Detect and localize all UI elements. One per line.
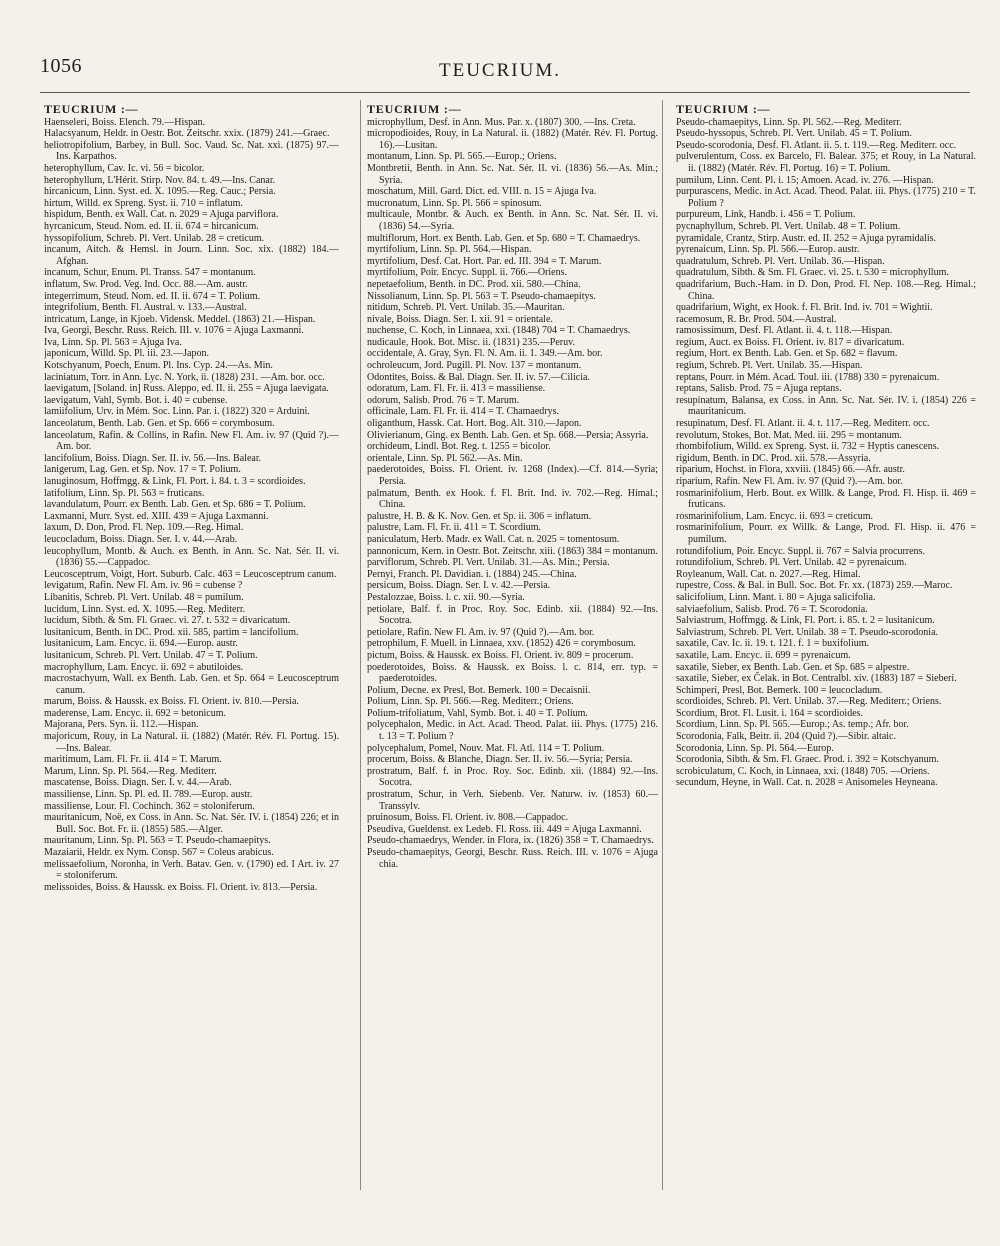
index-entry: quadrifarium, Wight, ex Hook. f. Fl. Brit. Ind. iv. 701 = Wightii.	[676, 302, 933, 314]
index-entry: Mazaiarii, Heldr. ex Nym. Consp. 567 = Coleus arabicus.	[44, 847, 274, 858]
index-entry: lanceolatum, Rafin. & Collins, in Rafin. New Fl. Am. iv. 97 (Quid ?).—Am. bor.	[44, 429, 339, 453]
index-entry: orientale, Linn. Sp. Pl. 562.—As. Min.	[367, 452, 523, 464]
index-entry: laevigatum, [Soland. in] Russ. Aleppo, ed. II. ii. 255 = Ajuga laevigata.	[44, 383, 329, 395]
index-entry: Pseudo-chamaedrys, Wender. in Flora, ix. (1826) 358 = T. Chamaedrys.	[367, 835, 654, 847]
index-entry: ramosissimum, Desf. Fl. Atlant. ii. 4. t. 118.—Hispan.	[676, 325, 893, 337]
index-entry: pycnaphyllum, Schreb. Pl. Vert. Unilab. 48 = T. Polium.	[676, 220, 901, 232]
index-entry: Haenseleri, Boiss. Elench. 79.—Hispan.	[44, 116, 206, 128]
index-entry: latifolium, Linn. Sp. Pl. 563 = fruticans.	[44, 487, 205, 499]
index-entry: Halacsyanum, Heldr. in Oestr. Bot. Zeitschr. xxix. (1879) 241.—Graec.	[44, 128, 330, 140]
index-entry: inflatum, Sw. Prod. Veg. Ind. Occ. 88.—Am. austr.	[44, 278, 248, 290]
index-entry: poederotoides, Boiss. & Haussk. ex Boiss. l. c. 814, err. typ. = paederotoides.	[367, 661, 658, 685]
index-entry: Laxmanni, Murr. Syst. ed. XIII. 439 = Ajuga Laxmanni.	[44, 510, 269, 522]
running-head: TEUCRIUM.	[439, 60, 561, 81]
index-entry: heterophyllum, L'Hérit. Stirp. Nov. 84. t. 49.—Ins. Canar.	[44, 174, 276, 186]
header-rule	[40, 92, 970, 93]
index-entry: saxatile, Sieber, ex Čelak. in Bot. Centralbl. xiv. (1883) 187 = Sieberi.	[676, 673, 957, 685]
index-entry: lusitanicum, Schreb. Pl. Vert. Unilab. 47 = T. Polium.	[44, 649, 258, 661]
index-entry: Leucosceptrum, Voigt, Hort. Suburb. Calc. 463 = Leucosceptrum canum.	[44, 568, 337, 580]
index-entry: paederotoides, Boiss. Fl. Orient. iv. 1268 (Index).—Cf. 814.—Syria; Persia.	[367, 464, 658, 487]
index-entry: regium, Hort. ex Benth. Lab. Gen. et Sp. 682 = flavum.	[676, 348, 898, 360]
index-entry: rosmarinifolium, Herb. Bout. ex Willk. & Lange, Prod. Fl. Hisp. ii. 469 = fruticans.	[676, 487, 976, 511]
index-entry: maritimum, Lam. Fl. Fr. ii. 414 = T. Marum.	[44, 754, 222, 766]
index-entry: petrophilum, F. Muell. in Linnaea, xxv. (1852) 426 = corymbosum.	[367, 638, 636, 650]
index-entry: myrtifolium, Desf. Cat. Hort. Par. ed. III. 394 = T. Marum.	[367, 255, 602, 267]
index-entry: lanceolatum, Benth. Lab. Gen. et Sp. 666 = corymbosum.	[44, 418, 275, 430]
index-entry: intricatum, Lange, in Kjoeb. Vidensk. Meddel. (1863) 21.—Hispan.	[44, 313, 316, 325]
index-entry: mucronatum, Linn. Sp. Pl. 566 = spinosum.	[367, 197, 542, 209]
index-entry: mascatense, Boiss. Diagn. Ser. I. v. 44.—Arab.	[44, 777, 232, 789]
column-1	[44, 100, 339, 1190]
index-entry: lusitanicum, Benth. in DC. Prod. xii. 585, partim = lancifolium.	[44, 626, 299, 638]
index-entry: Libanitis, Schreb. Pl. Vert. Unilab. 48 = pumilum.	[44, 591, 244, 603]
column-heading: TEUCRIUM :—	[676, 102, 771, 116]
index-entry: resupinatum, Balansa, ex Coss. in Ann. Sc. Nat. Sér. IV. i. (1854) 226 = mauritanicum.	[676, 394, 976, 418]
index-entry: Iva, Linn. Sp. Pl. 563 = Ajuga Iva.	[44, 336, 182, 348]
index-entry: hyssopifolium, Schreb. Pl. Vert. Unilab. 28 = creticum.	[44, 232, 265, 244]
index-entry: leucocladum, Boiss. Diagn. Ser. I. v. 44.—Arab.	[44, 533, 238, 545]
index-entry: integrifolium, Benth. Fl. Austral. v. 133.—Austral.	[44, 302, 247, 314]
index-entry: majoricum, Rouy, in La Natural. ii. (1882) (Matér. Rév. Fl. Portug. 15).—Ins. Balear.	[44, 731, 339, 754]
index-entry: nudicaule, Hook. Bot. Misc. ii. (1831) 235.—Peruv.	[367, 336, 575, 348]
index-entry: saxatile, Lam. Encyc. ii. 699 = pyrenaicum.	[676, 649, 851, 661]
index-entry: reptans, Pourr. in Mém. Acad. Toul. iii. (1788) 330 = pyrenaicum.	[676, 371, 940, 383]
index-entry: macrostachyum, Wall. ex Benth. Lab. Gen. et Sp. 664 = Leucosceptrum canum.	[44, 673, 339, 696]
index-entry: lucidum, Sibth. & Sm. Fl. Graec. vi. 27. t. 532 = divaricatum.	[44, 615, 291, 627]
index-entry: myrtifolium, Poir. Encyc. Suppl. ii. 766.—Oriens.	[367, 267, 567, 279]
index-entry: heliotropifolium, Barbey, in Bull. Soc. Vaud. Sc. Nat. xxi. (1875) 97.—Ins. Karpathos.	[44, 139, 339, 163]
index-entry: lusitanicum, Lam. Encyc. ii. 694.—Europ. austr.	[44, 638, 238, 650]
index-entry: racemosum, R. Br. Prod. 504.—Austral.	[676, 313, 837, 325]
index-entry: scrobiculatum, C. Koch, in Linnaea, xxi. (1848) 705. —Oriens.	[676, 765, 930, 777]
index-entry: lanuginosum, Hoffmgg. & Link, Fl. Port. i. 84. t. 3 = scordioides.	[44, 476, 306, 487]
index-entry: pruinosum, Boiss. Fl. Orient. iv. 808.—Cappadoc.	[367, 812, 569, 824]
index-entry: reptans, Salisb. Prod. 75 = Ajuga reptans.	[676, 383, 842, 395]
index-entry: Pseudo-chamaepitys, Georgi, Beschr. Russ. Reich. III. v. 1076 = Ajuga chia.	[367, 847, 658, 870]
index-entry: Kotschyanum, Poech, Enum. Pl. Ins. Cyp. 24.—As. Min.	[44, 360, 273, 372]
index-entry: pulverulentum, Coss. ex Barcelo, Fl. Balear. 375; et Rouy, in La Natural. ii. (1882) (Matér. Rév. Fl. Portug. 16) = T. Polium.	[676, 151, 976, 174]
index-entry: Pseudo-scorodonia, Desf. Fl. Atlant. ii. 5. t. 119.—Reg. Mediterr. occ.	[676, 139, 957, 151]
index-entry: Montbretii, Benth. in Ann. Sc. Nat. Sér. II. vi. (1836) 56.—As. Min.; Syria.	[367, 162, 658, 186]
index-entry: parviflorum, Schreb. Pl. Vert. Unilab. 31.—As. Min.; Persia.	[367, 557, 610, 569]
index-entry: purpurascens, Medic. in Act. Acad. Theod. Palat. iii. Phys. (1775) 210 = T. Polium ?	[676, 186, 976, 209]
index-entry: moschatum, Mill. Gard. Dict. ed. VIII. n. 15 = Ajuga Iva.	[367, 186, 597, 198]
index-entry: polycephalon, Medic. in Act. Acad. Theod. Palat. iii. Phys. (1775) 216. t. 13 = T. Polium ?	[367, 719, 658, 743]
index-entry: procerum, Boiss. & Blanche, Diagn. Ser. II. iv. 56.—Syria; Persia.	[367, 754, 633, 766]
index-entry: officinale, Lam. Fl. Fr. ii. 414 = T. Chamaedrys.	[367, 406, 560, 418]
index-entry: rotundifolium, Poir. Encyc. Suppl. ii. 767 = Salvia procurrens.	[676, 545, 925, 557]
entry-list	[367, 117, 658, 871]
index-entry: melissoides, Boiss. & Haussk. ex Boiss. Fl. Orient. iv. 813.—Persia.	[44, 881, 318, 893]
index-entry: japonicum, Willd. Sp. Pl. iii. 23.—Japon.	[44, 348, 209, 360]
index-entry: nitidum, Schreb. Pl. Vert. Unilab. 35.—Mauritan.	[367, 302, 565, 314]
index-entry: Scorodonia, Sibth. & Sm. Fl. Graec. Prod. i. 392 = Kotschyanum.	[676, 754, 939, 766]
index-entry: orchideum, Lindl. Bot. Reg. t. 1255 = bicolor.	[367, 441, 551, 453]
index-entry: Marum, Linn. Sp. Pl. 564.—Reg. Mediterr.	[44, 765, 217, 777]
index-entry: Royleanum, Wall. Cat. n. 2027.—Reg. Himal.	[676, 568, 861, 580]
index-entry: laxum, D. Don, Prod. Fl. Nep. 109.—Reg. Himal.	[44, 522, 244, 534]
index-entry: multicaule, Montbr. & Auch. ex Benth. in Ann. Sc. Nat. Sér. II. vi. (1836) 54.—Syria.	[367, 209, 658, 232]
column-heading: TEUCRIUM :—	[367, 102, 462, 116]
index-entry: marum, Boiss. & Haussk. ex Boiss. Fl. Orient. iv. 810.—Persia.	[44, 696, 299, 708]
index-entry: mauritanicum, Noë, ex Coss. in Ann. Sc. Nat. Sér. IV. i. (1854) 226; et in Bull. Soc. Bot. Fr. ii. (1855) 585.—Alger.	[44, 812, 339, 835]
index-entry: purpureum, Link, Handb. i. 456 = T. Polium.	[676, 209, 856, 221]
index-entry: multiflorum, Hort. ex Benth. Lab. Gen. et Sp. 680 = T. Chamaedrys.	[367, 232, 641, 244]
index-entry: hircanicum, Linn. Syst. ed. X. 1095.—Reg. Cauc.; Persia.	[44, 186, 276, 198]
index-entry: salicifolium, Linn. Mant. i. 80 = Ajuga salicifolia.	[676, 591, 876, 603]
index-entry: Pestalozzae, Boiss. l. c. xii. 90.—Syria.	[367, 591, 525, 603]
index-entry: palustre, Lam. Fl. Fr. ii. 411 = T. Scordium.	[367, 522, 542, 534]
index-entry: polycephalum, Pomel, Nouv. Mat. Fl. Atl. 114 = T. Polium.	[367, 742, 605, 754]
index-entry: lancifolium, Boiss. Diagn. Ser. II. iv. 56.—Ins. Balear.	[44, 452, 262, 464]
index-entry: occidentale, A. Gray, Syn. Fl. N. Am. ii. 1. 349.—Am. bor.	[367, 348, 603, 360]
index-entry: rosmarinifolium, Lam. Encyc. ii. 693 = creticum.	[676, 510, 873, 522]
index-entry: Pseudo-hyssopus, Schreb. Pl. Vert. Unilab. 45 = T. Polium.	[676, 128, 912, 140]
index-entry: Majorana, Pers. Syn. ii. 112.—Hispan.	[44, 719, 199, 731]
index-entry: quadratulum, Sibth. & Sm. Fl. Graec. vi. 25. t. 530 = microphyllum.	[676, 267, 949, 279]
index-entry: lucidum, Linn. Syst. ed. X. 1095.—Reg. Mediterr.	[44, 603, 246, 615]
index-entry: pannonicum, Kern. in Oestr. Bot. Zeitschr. xiii. (1863) 384 = montanum.	[367, 545, 658, 557]
index-entry: saxatile, Sieber, ex Benth. Lab. Gen. et Sp. 685 = alpestre.	[676, 661, 910, 673]
index-entry: riparium, Rafin. New Fl. Am. iv. 97 (Quid ?).—Am. bor.	[676, 476, 903, 487]
index-entry: massiliense, Lour. Fl. Cochinch. 362 = stoloniferum.	[44, 800, 255, 812]
index-entry: quadrifarium, Buch.-Ham. in D. Don, Prod. Fl. Nep. 108.—Reg. Himal.; China.	[676, 278, 976, 302]
index-entry: pumilum, Linn. Cent. Pl. i. 15; Amoen. Acad. iv. 276. —Hispan.	[676, 174, 934, 186]
index-entry: laciniatum, Torr. in Ann. Lyc. N. York, ii. (1828) 231. —Am. bor. occ.	[44, 371, 325, 383]
index-entry: myrtifolium, Linn. Sp. Pl. 564.—Hispan.	[367, 244, 532, 256]
column-heading: TEUCRIUM :—	[44, 102, 139, 116]
index-entry: rigidum, Benth. in DC. Prod. xii. 578.—Assyria.	[676, 452, 871, 464]
index-entry: macrophyllum, Lam. Encyc. ii. 692 = abutiloides.	[44, 661, 244, 673]
index-entry: Scordium, Brot. Fl. Lusit. i. 164 = scordioides.	[676, 707, 864, 719]
index-entry: petiolare, Balf. f. in Proc. Roy. Soc. Edinb. xii. (1884) 92.—Ins. Socotra.	[367, 603, 658, 627]
index-entry: rotundifolium, Schreb. Pl. Vert. Unilab. 42 = pyrenaicum.	[676, 557, 907, 569]
index-entry: maderense, Lam. Encyc. ii. 692 = betonicum.	[44, 707, 226, 719]
index-entry: prostratum, Schur, in Verh. Siebenb. Ver. Naturw. iv. (1853) 60.—Transsylv.	[367, 789, 658, 812]
index-entry: incanum, Aitch. & Hemsl. in Journ. Linn. Soc. xix. (1882) 184.—Afghan.	[44, 244, 339, 267]
index-entry: incanum, Schur, Enum. Pl. Transs. 547 = montanum.	[44, 267, 256, 279]
index-entry: Scorodonia, Linn. Sp. Pl. 564.—Europ.	[676, 742, 834, 754]
index-entry: Olivierianum, Ging. ex Benth. Lab. Gen. et Sp. 668.—Persia; Assyria.	[367, 429, 649, 441]
index-entry: Salviastrum, Schreb. Pl. Vert. Unilab. 38 = T. Pseudo-scorodonia.	[676, 626, 939, 638]
index-entry: odorum, Salisb. Prod. 76 = T. Marum.	[367, 394, 520, 406]
index-entry: Nissolianum, Linn. Sp. Pl. 563 = T. Pseudo-chamaepitys.	[367, 290, 596, 302]
index-entry: regium, Schreb. Pl. Vert. Unilab. 35.—Hispan.	[676, 360, 863, 372]
index-entry: montanum, Linn. Sp. Pl. 565.—Europ.; Oriens.	[367, 151, 557, 163]
index-entry: palustre, H. B. & K. Nov. Gen. et Sp. ii. 306 = inflatum.	[367, 510, 592, 522]
index-entry: Polium, Decne. ex Presl, Bot. Bemerk. 100 = Decaisnii.	[367, 684, 591, 696]
index-entry: micropodioides, Rouy, in La Natural. ii. (1882) (Matér. Rév. Fl. Portug. 16).—Lusitan.	[367, 128, 658, 151]
index-entry: regium, Auct. ex Boiss. Fl. Orient. iv. 817 = divaricatum.	[676, 336, 905, 348]
index-entry: nuchense, C. Koch, in Linnaea, xxi. (1848) 704 = T. Chamaedrys.	[367, 325, 631, 337]
index-entry: Scordium, Linn. Sp. Pl. 565.—Europ.; As. temp.; Afr. bor.	[676, 719, 909, 731]
index-entry: riparium, Hochst. in Flora, xxviii. (1845) 66.—Afr. austr.	[676, 464, 905, 476]
index-entry: secundum, Heyne, in Wall. Cat. n. 2028 = Anisomeles Heyneana.	[676, 777, 938, 789]
index-entry: rosmarinifolium, Pourr. ex Willk. & Lange, Prod. Fl. Hisp. ii. 476 = pumilum.	[676, 522, 976, 545]
index-entry: pyramidale, Crantz, Stirp. Austr. ed. II. 252 = Ajuga pyramidalis.	[676, 232, 937, 244]
index-entry: salviaefolium, Salisb. Prod. 76 = T. Scorodonia.	[676, 603, 868, 615]
index-entry: hirtum, Willd. ex Spreng. Syst. ii. 710 = inflatum.	[44, 197, 243, 209]
index-entry: ochroleucum, Jord. Pugill. Pl. Nov. 137 = montanum.	[367, 360, 582, 372]
index-entry: leucophyllum, Montb. & Auch. ex Benth. in Ann. Sc. Nat. Sér. II. vi. (1836) 55.—Cappadoc.	[44, 545, 339, 569]
column-3	[676, 100, 976, 1190]
index-entry: Iva, Georgi, Beschr. Russ. Reich. III. v. 1076 = Ajuga Laxmanni.	[44, 325, 304, 337]
index-entry: oliganthum, Hassk. Cat. Hort. Bog. Alt. 310.—Japon.	[367, 418, 582, 430]
index-entry: Pseudo-chamaepitys, Linn. Sp. Pl. 562.—Reg. Mediterr.	[676, 116, 902, 128]
index-entry: revolutum, Stokes, Bot. Mat. Med. iii. 295 = montanum.	[676, 429, 902, 441]
index-entry: pictum, Boiss. & Haussk. ex Boiss. Fl. Orient. iv. 809 = procerum.	[367, 649, 634, 661]
index-entry: paniculatum, Herb. Madr. ex Wall. Cat. n. 2025 = tomentosum.	[367, 533, 620, 545]
index-entry: melissaefolium, Noronha, in Verh. Batav. Gen. v. (1790) ed. I Art. iv. 27 = stoloniferum.	[44, 858, 339, 882]
index-entry: Schimperi, Presl, Bot. Bemerk. 100 = leucocladum.	[676, 684, 883, 696]
index-entry: Pseudiva, Gueldenst. ex Ledeb. Fl. Ross. iii. 449 = Ajuga Laxmanni.	[367, 823, 642, 835]
index-entry: lamiifolium, Urv. in Mém. Soc. Linn. Par. i. (1822) 320 = Arduini.	[44, 406, 310, 418]
index-entry: rupestre, Coss. & Bal. in Bull. Soc. Bot. Fr. xx. (1873) 259.—Maroc.	[676, 580, 953, 592]
index-entry: hyrcanicum, Steud. Nom. ed. II. ii. 674 = hircanicum.	[44, 220, 259, 232]
index-entry: quadratulum, Schreb. Pl. Vert. Unilab. 36.—Hispan.	[676, 255, 885, 267]
index-entry: mauritanum, Linn. Sp. Pl. 563 = T. Pseudo-chamaepitys.	[44, 835, 271, 847]
index-entry: rhombifolium, Willd. ex Spreng. Syst. ii. 732 = Hyptis canescens.	[676, 441, 940, 453]
index-entry: microphyllum, Desf. in Ann. Mus. Par. x. (1807) 300. —Ins. Creta.	[367, 116, 636, 128]
index-entry: prostratum, Balf. f. in Proc. Roy. Soc. Edinb. xii. (1884) 92.—Ins. Socotra.	[367, 765, 658, 789]
entry-list	[676, 117, 976, 789]
index-entry: laevigatum, Vahl, Symb. Bot. i. 40 = cubense.	[44, 394, 228, 406]
index-entry: resupinatum, Desf. Fl. Atlant. ii. 4. t. 117.—Reg. Mediterr. occ.	[676, 418, 930, 430]
index-entry: Polium, Linn. Sp. Pl. 566.—Reg. Mediterr.; Oriens.	[367, 696, 574, 708]
index-entry: Salviastrum, Hoffmgg. & Link, Fl. Port. i. 85. t. 2 = lusitanicum.	[676, 615, 935, 627]
index-entry: integerrimum, Steud. Nom. ed. II. ii. 674 = T. Polium.	[44, 290, 261, 302]
index-entry: odoratum, Lam. Fl. Fr. ii. 413 = massiliense.	[367, 383, 546, 395]
index-entry: massiliense, Linn. Sp. Pl. ed. II. 789.—Europ. austr.	[44, 789, 253, 801]
index-entry: palmatum, Benth. ex Hook. f. Fl. Brit. Ind. iv. 702.—Reg. Himal.; China.	[367, 487, 658, 511]
index-entry: lanigerum, Lag. Gen. et Sp. Nov. 17 = T. Polium.	[44, 464, 241, 476]
index-entry: levigatum, Rafin. New Fl. Am. iv. 96 = cubense ?	[44, 580, 243, 592]
index-entry: petiolare, Rafin. New Fl. Am. iv. 97 (Quid ?).—Am. bor.	[367, 626, 595, 638]
index-entry: Pernyi, Franch. Pl. Davidian. i. (1884) 245.—China.	[367, 568, 577, 580]
index-entry: Odontites, Boiss. & Bal. Diagn. Ser. II. iv. 57.—Cilicia.	[367, 371, 590, 383]
column-2	[360, 100, 663, 1190]
index-entry: saxatile, Cav. Ic. ii. 19. t. 121. f. 1 = buxifolium.	[676, 638, 870, 650]
index-entry: Scorodonia, Falk, Beitr. ii. 204 (Quid ?).—Sibir. altaic.	[676, 731, 896, 743]
index-entry: Polium-trifoliatum, Vahl, Symb. Bot. i. 40 = T. Polium.	[367, 707, 588, 719]
index-entry: nivale, Boiss. Diagn. Ser. I. xii. 91 = orientale.	[367, 313, 553, 325]
index-entry: lavandulatum, Pourr. ex Benth. Lab. Gen. et Sp. 686 = T. Polium.	[44, 499, 306, 511]
index-entry: pyrenaicum, Linn. Sp. Pl. 566.—Europ. austr.	[676, 244, 860, 256]
page-number: 1056	[40, 55, 82, 77]
index-entry: nepetaefolium, Benth. in DC. Prod. xii. 580.—China.	[367, 278, 581, 290]
index-entry: hispidum, Benth. ex Wall. Cat. n. 2029 = Ajuga parviflora.	[44, 209, 279, 221]
entry-list	[44, 117, 339, 894]
index-entry: persicum, Boiss. Diagn. Ser. I. v. 42.—Persia.	[367, 580, 551, 592]
index-entry: scordioides, Schreb. Pl. Vert. Unilab. 37.—Reg. Mediterr.; Oriens.	[676, 696, 942, 708]
index-entry: heterophyllum, Cav. Ic. vi. 56 = bicolor.	[44, 162, 205, 174]
